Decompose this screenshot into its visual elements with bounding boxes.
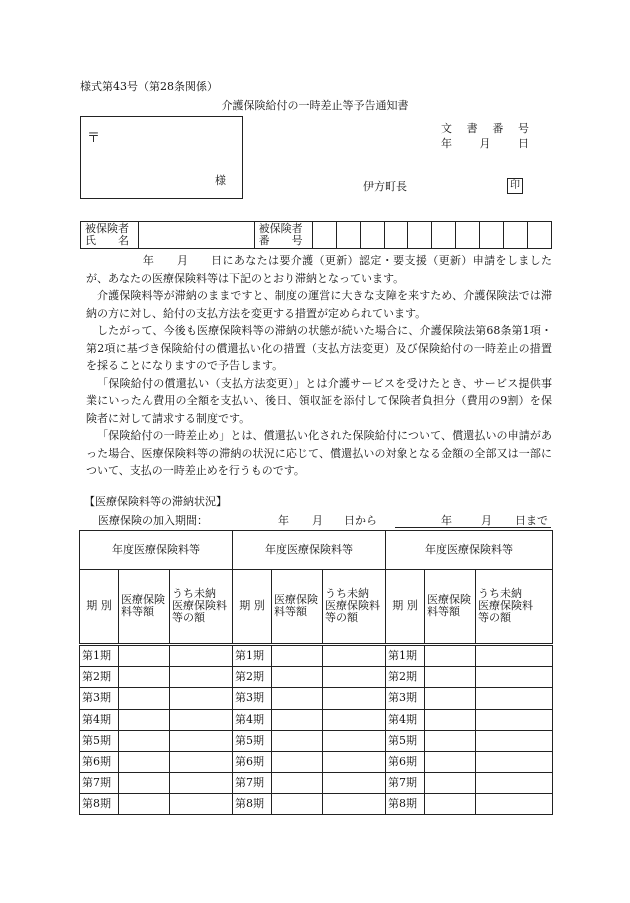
- status-heading: 【医療保険料等の滞納状況】: [84, 495, 227, 508]
- hdr-part: 期: [86, 599, 98, 613]
- doc-number-char: 番: [492, 122, 504, 135]
- period-label: 第2期: [386, 667, 425, 688]
- period-label: 第5期: [386, 730, 425, 751]
- period-row: [233, 644, 386, 667]
- period-label: 第2期: [233, 667, 272, 688]
- period-row: [80, 751, 233, 772]
- hdr-part: 別: [406, 599, 418, 613]
- col-amount-header: [272, 569, 323, 644]
- address-box: [80, 116, 243, 199]
- amount-cell[interactable]: [272, 772, 323, 793]
- period-row: [233, 730, 386, 751]
- insured-name-label: [81, 222, 139, 249]
- period-row: [80, 644, 233, 667]
- unpaid-amount-cell[interactable]: [170, 772, 233, 793]
- payment-grid-3: [385, 530, 553, 815]
- number-digit-cell[interactable]: [312, 222, 336, 249]
- col-period-header: [233, 569, 272, 644]
- unpaid-amount-cell[interactable]: [170, 667, 233, 688]
- col-period-header: [386, 569, 425, 644]
- unpaid-amount-cell[interactable]: [323, 644, 386, 667]
- hdr-line: 医療保険料: [478, 599, 533, 613]
- unpaid-amount-cell[interactable]: [476, 730, 553, 751]
- hdr-line: 医療保険: [121, 593, 165, 607]
- period-row: [233, 793, 386, 814]
- amount-cell[interactable]: [272, 751, 323, 772]
- period-row: [80, 667, 233, 688]
- period-row: [386, 667, 553, 688]
- paragraph: 「保険給付の一時差止め」とは、償還払い化された保険給付について、償還払いの申請があった場合、医療保険料等の滞納の状況に応じて、償還払いの対象となる金額の全部又は一部について、支払の一時差止めを行うものです。: [86, 429, 552, 477]
- period-label: 第8期: [233, 793, 272, 814]
- paragraph: 「保険給付の償還払い（支払方法変更）」とは介護サービスを受けたとき、サービス提供事業にいったん費用の全額を支払い、後日、領収証を添付して保険者負担分（費用の9割）を保険者に対して請求する制度です。: [86, 376, 552, 425]
- period-row: [80, 772, 233, 793]
- period-row: [386, 772, 553, 793]
- hdr-line: 料等額: [121, 605, 154, 619]
- grid-rows: [233, 644, 386, 814]
- date-day: 日: [518, 137, 529, 150]
- fiscal-year-header[interactable]: 年度医療保険料等: [80, 531, 233, 570]
- period-label: 医療保険の加入期間：: [98, 514, 208, 527]
- hdr-line: 料等額: [274, 605, 307, 619]
- period-row: [233, 667, 386, 688]
- period-label: 第4期: [386, 709, 425, 730]
- amount-cell[interactable]: [272, 793, 323, 814]
- hdr-part: 期: [239, 599, 251, 613]
- amount-cell[interactable]: [425, 709, 476, 730]
- number-digit-cell[interactable]: [456, 222, 480, 249]
- doc-number-char: 号: [517, 122, 529, 135]
- unpaid-amount-cell[interactable]: [323, 688, 386, 709]
- amount-cell[interactable]: [119, 709, 170, 730]
- col-unpaid-header: [170, 569, 233, 644]
- col-unpaid-header: [323, 569, 386, 644]
- hdr-line: 医療保険料: [325, 599, 380, 613]
- period-label: 第7期: [386, 772, 425, 793]
- amount-cell[interactable]: [119, 667, 170, 688]
- doc-number-char: 書: [466, 122, 478, 135]
- to-year: 年: [441, 514, 452, 527]
- hdr-line: 等の額: [478, 611, 511, 625]
- notice-body: [86, 252, 552, 480]
- period-label: 第5期: [80, 730, 119, 751]
- period-row: [386, 688, 553, 709]
- grid-rows: [386, 644, 553, 814]
- unpaid-amount-cell[interactable]: [170, 688, 233, 709]
- date-month: 月: [479, 137, 491, 150]
- period-label: 第6期: [80, 751, 119, 772]
- period-label: 第3期: [386, 688, 425, 709]
- unpaid-amount-cell[interactable]: [170, 730, 233, 751]
- unpaid-amount-cell[interactable]: [323, 772, 386, 793]
- period-label: 第7期: [80, 772, 119, 793]
- from-suffix: 日から: [344, 514, 377, 527]
- period-row: [233, 772, 386, 793]
- amount-cell[interactable]: [119, 688, 170, 709]
- period-label: 第3期: [80, 688, 119, 709]
- document-title: 介護保険給付の一時差止等予告通知書: [221, 99, 409, 112]
- period-to[interactable]: [395, 514, 551, 528]
- period-label: 第3期: [233, 688, 272, 709]
- unpaid-amount-cell[interactable]: [476, 751, 553, 772]
- number-digit-cell[interactable]: [504, 222, 528, 249]
- number-digit-cell[interactable]: [528, 222, 552, 249]
- period-label: 第1期: [80, 644, 119, 667]
- hdr-line: 等の額: [172, 611, 205, 625]
- label-line: 氏 名: [85, 234, 129, 247]
- period-row: [80, 709, 233, 730]
- unpaid-amount-cell[interactable]: [323, 793, 386, 814]
- label-line: 番 号: [258, 234, 303, 247]
- hdr-line: うち未納: [478, 587, 522, 601]
- paragraph: したがって、今後も医療保険料等の滞納の状態が続いた場合に、介護保険法第68条第1項・第2項に基づき保険給付の償還払い化の措置（支払方法変更）及び保険給付の一時差止の措置を採ることになりますので予告します。: [86, 324, 552, 372]
- form-number: 様式第43号（第28条関係）: [80, 80, 218, 93]
- issuer-name: 伊方町長: [363, 180, 407, 193]
- unpaid-amount-cell[interactable]: [323, 667, 386, 688]
- hdr-line: 医療保険: [427, 593, 471, 607]
- period-row: [80, 793, 233, 814]
- issue-date-label: [441, 137, 529, 151]
- col-amount-header: [425, 569, 476, 644]
- unpaid-amount-cell[interactable]: [323, 751, 386, 772]
- from-month: 月: [312, 514, 323, 527]
- unpaid-amount-cell[interactable]: [170, 793, 233, 814]
- number-digit-cell[interactable]: [408, 222, 432, 249]
- col-amount-header: [119, 569, 170, 644]
- payment-grid-2: [232, 530, 386, 815]
- doc-number-char: 文: [441, 122, 452, 135]
- col-unpaid-header: [476, 569, 553, 644]
- period-label: 第6期: [386, 751, 425, 772]
- period-row: [233, 751, 386, 772]
- unpaid-amount-cell[interactable]: [170, 751, 233, 772]
- number-digit-cell[interactable]: [432, 222, 456, 249]
- amount-cell[interactable]: [272, 688, 323, 709]
- unpaid-amount-cell[interactable]: [323, 730, 386, 751]
- amount-cell[interactable]: [425, 751, 476, 772]
- period-label: 第7期: [233, 772, 272, 793]
- seal-mark: 印: [507, 178, 523, 194]
- period-row: [80, 730, 233, 751]
- hdr-line: 料等額: [427, 605, 460, 619]
- hdr-line: 等の額: [325, 611, 358, 625]
- period-row: [233, 709, 386, 730]
- to-month: 月: [481, 514, 492, 527]
- unpaid-amount-cell[interactable]: [170, 644, 233, 667]
- amount-cell[interactable]: [425, 688, 476, 709]
- fiscal-year-header[interactable]: 年度医療保険料等: [233, 531, 386, 570]
- period-row: [386, 793, 553, 814]
- unpaid-amount-cell[interactable]: [476, 688, 553, 709]
- period-label: 第1期: [233, 644, 272, 667]
- unpaid-amount-cell[interactable]: [476, 793, 553, 814]
- period-label: 第8期: [386, 793, 425, 814]
- unpaid-amount-cell[interactable]: [170, 709, 233, 730]
- period-row: [80, 688, 233, 709]
- period-label: 第1期: [386, 644, 425, 667]
- period-row: [386, 751, 553, 772]
- unpaid-amount-cell[interactable]: [476, 667, 553, 688]
- period-row: [386, 709, 553, 730]
- document-number-label: [441, 122, 529, 136]
- to-suffix: 日まで: [515, 514, 548, 527]
- amount-cell[interactable]: [272, 730, 323, 751]
- period-label: 第6期: [233, 751, 272, 772]
- period-label: 第4期: [80, 709, 119, 730]
- amount-cell[interactable]: [425, 730, 476, 751]
- number-digit-cell[interactable]: [336, 222, 360, 249]
- period-label: 第2期: [80, 667, 119, 688]
- amount-cell[interactable]: [425, 667, 476, 688]
- hdr-line: うち未納: [325, 587, 369, 601]
- col-period-header: [80, 569, 119, 644]
- amount-cell[interactable]: [119, 644, 170, 667]
- label-line: 被保険者: [85, 222, 129, 235]
- grid-rows: [80, 644, 233, 814]
- amount-cell[interactable]: [272, 709, 323, 730]
- amount-cell[interactable]: [119, 751, 170, 772]
- insured-number-label: [254, 222, 312, 249]
- number-digit-cell[interactable]: [384, 222, 408, 249]
- fiscal-year-header[interactable]: 年度医療保険料等: [386, 531, 553, 570]
- hdr-part: 期: [392, 599, 404, 613]
- amount-cell[interactable]: [119, 730, 170, 751]
- unpaid-amount-cell[interactable]: [476, 772, 553, 793]
- amount-cell[interactable]: [119, 793, 170, 814]
- hdr-line: 医療保険: [274, 593, 318, 607]
- hdr-part: 別: [253, 599, 265, 613]
- period-label: 第5期: [233, 730, 272, 751]
- hdr-line: 医療保険料: [172, 599, 227, 613]
- amount-cell[interactable]: [425, 793, 476, 814]
- period-label: 第4期: [233, 709, 272, 730]
- paragraph: 年 月 日にあなたは要介護（更新）認定・要支援（更新）申請をしましたが、あなたの医療保険料等は下記のとおり滞納となっています。: [86, 254, 552, 285]
- period-row: [386, 730, 553, 751]
- unpaid-amount-cell[interactable]: [323, 709, 386, 730]
- postal-mark: 〒: [87, 131, 101, 146]
- period-label: 第8期: [80, 793, 119, 814]
- honorific-label: 様: [215, 174, 226, 187]
- date-year: 年: [441, 137, 452, 150]
- number-digit-cell[interactable]: [360, 222, 384, 249]
- unpaid-amount-cell[interactable]: [476, 709, 553, 730]
- amount-cell[interactable]: [425, 644, 476, 667]
- amount-cell[interactable]: [425, 772, 476, 793]
- paragraph: 介護保険料等が滞納のままですと、制度の運営に大きな支障を来すため、介護保険法では滞納の方に対し、給付の支払方法を変更する措置が定められています。: [86, 289, 552, 320]
- insured-id-table: [80, 221, 552, 249]
- unpaid-amount-cell[interactable]: [476, 644, 553, 667]
- label-line: 被保険者: [258, 222, 303, 235]
- payment-grid-1: [79, 530, 233, 815]
- amount-cell[interactable]: [272, 667, 323, 688]
- period-row: [386, 644, 553, 667]
- hdr-line: うち未納: [172, 587, 216, 601]
- from-year: 年: [278, 514, 289, 527]
- number-digit-cell[interactable]: [480, 222, 504, 249]
- period-row: [233, 688, 386, 709]
- amount-cell[interactable]: [272, 644, 323, 667]
- amount-cell[interactable]: [119, 772, 170, 793]
- insured-name-cell[interactable]: [139, 222, 254, 249]
- hdr-part: 別: [100, 599, 112, 613]
